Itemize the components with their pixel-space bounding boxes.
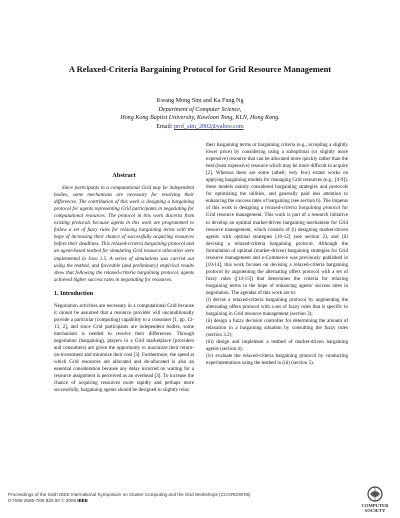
abstract-text: Since participants in a computational Grid may be independent bodies, some mechanisms are necessary for resolving their differences. The contribution of this work is designing a bargaining protocol for agents representing Grid participants in negotiating for computational resources. The protocol in this work discerns from existing protocols because agents in this work are programmed to follow a set of fuzzy rules for relaxing bargaining terms with the hope of increasing their chance of successfully acquiring resources before their deadlines. This relaxed-criteria bargaining protocol and an agent-based testbed for simulating Grid resource allocation were implemented in Java 1.5. A series of simulations was carried out using the testbed, and favorable (and preliminary) empirical results show that following the relaxed-criteria bargaining protocol, agents achieved higher success rates in negotiating for resources. — [54, 185, 194, 283]
left-column — [54, 172, 194, 394]
footer-proceedings: Proceedings of the Sixth IEEE International Symposium on Cluster Computing and the Grid Workshops (CCGRIDW'06) — [8, 492, 251, 497]
footer-copyright — [8, 498, 251, 504]
author-names: Kwang Mong Sim and Ka Fung Ng — [156, 98, 244, 104]
computer-society-label — [350, 503, 400, 513]
right-text-b: for Grid resource management. This work is part of a research initiative to develop an optimal market-driven bargaining mechanism for Grid resource management, which consists of (i) designing market-driven agents with optimal strategies [10-12] (see section 2), and (ii) devising a relaxed-criteria bargaining protocol. Although the formulation of optimal (market-driven) bargaining strategies for Grid resource management and e-Commerce was previously published in [10-14], this work focuses on devising a relaxed-criteria bargaining protocol by augmenting the alternating offers protocol with a set of fuzzy rules ([14-15]) that determines the criteria for relaxing bargaining terms in the hope of enhancing agents' success rates in negotiation. The agendas of this work are to: — [206, 205, 349, 296]
footer-isbn: 0-7695-2585-7/06 $20.00 © 2006 — [8, 498, 77, 503]
author-block — [0, 97, 400, 132]
abstract-heading: Abstract — [112, 172, 136, 179]
department: Department of Computer Science, — [158, 106, 242, 113]
email-line — [0, 123, 400, 132]
right-paragraph — [206, 142, 348, 297]
intro-paragraph: Negotiation activities are necessary in a computational Grid because it cannot be assumed that a resource provider will unconditionally provide a particular (computing) capability to a consumer [1, pp. 12-13, 2], and since Grid participants are independent bodies, some mechanism is needed to resolve their differences. Through negotiation (bargaining), players in a Grid marketplace (providers and consumers) are given the opportunity to maximize their return-on-investment and minimize their cost [3]. Furthermore, the speed at which Grid resources are allocated and de-allocated is also an essential consideration because any delay incurred on waiting for a resource assignment is perceived as an overhead [3]. To increase the chance of acquiring resources more rapidly and perhaps more successfully, bargaining agents should be designed to slightly relax — [54, 302, 194, 394]
agenda-item: (iii) design and implement a testbed of market-driven bargaining agents (section 4); — [206, 339, 348, 353]
page-footer — [8, 492, 251, 504]
right-italic: relaxed-criteria bargaining protocol — [265, 205, 341, 212]
right-text-a: their bargaining terms or bargaining criteria (e.g., accepting a slightly lower price) by considering using a suboptimal (or slightly more expensive) resource that can be allocated more quickly rather than the best (least expensive) resource which may be more difficult to acquire [2]. Whereas there are some (albeit, very few) extant works on applying bargaining models for managing Grid resources (e.g., [4-9]), these models mainly considered bargaining strategies and protocols for optimizing the utilities, and generally paid less attention to enhancing the success rates of bargaining (see section 6). The impetus of this work is designing a — [206, 142, 348, 212]
paper-title: A Relaxed-Criteria Bargaining Protocol for Grid Resource Management — [68, 64, 332, 74]
agenda-item: (iv) evaluate the relaxed-criteria bargaining protocol by conducting experimentations using the testbed in (iii) (section 5). — [206, 353, 348, 367]
logo-line-1: COMPUTER — [361, 503, 389, 508]
email-label: Email: — [156, 124, 173, 131]
ieee-mark: IEEE — [77, 498, 88, 503]
logo-line-2: SOCIETY — [364, 508, 386, 513]
right-column — [206, 142, 348, 368]
affiliation: Hong Kong Baptist University, Kowloon Tong, KLN, Hong Kong. — [120, 115, 280, 122]
email-link[interactable]: prof_sim_2002@yahoo.com — [174, 124, 244, 131]
agenda-item: (i) devise a relaxed-criteria bargaining protocol by augmenting the alternating offers protocol with a set of fuzzy rules that is specific to bargaining in Grid resource management (section 3); — [206, 297, 348, 318]
intro-heading: 1. Introduction — [54, 290, 94, 297]
agenda-item: (ii) design a fuzzy decision controller for determining the amount of relaxation in a bargaining situation by consulting the fuzzy rules (section 3.2); — [206, 318, 348, 339]
